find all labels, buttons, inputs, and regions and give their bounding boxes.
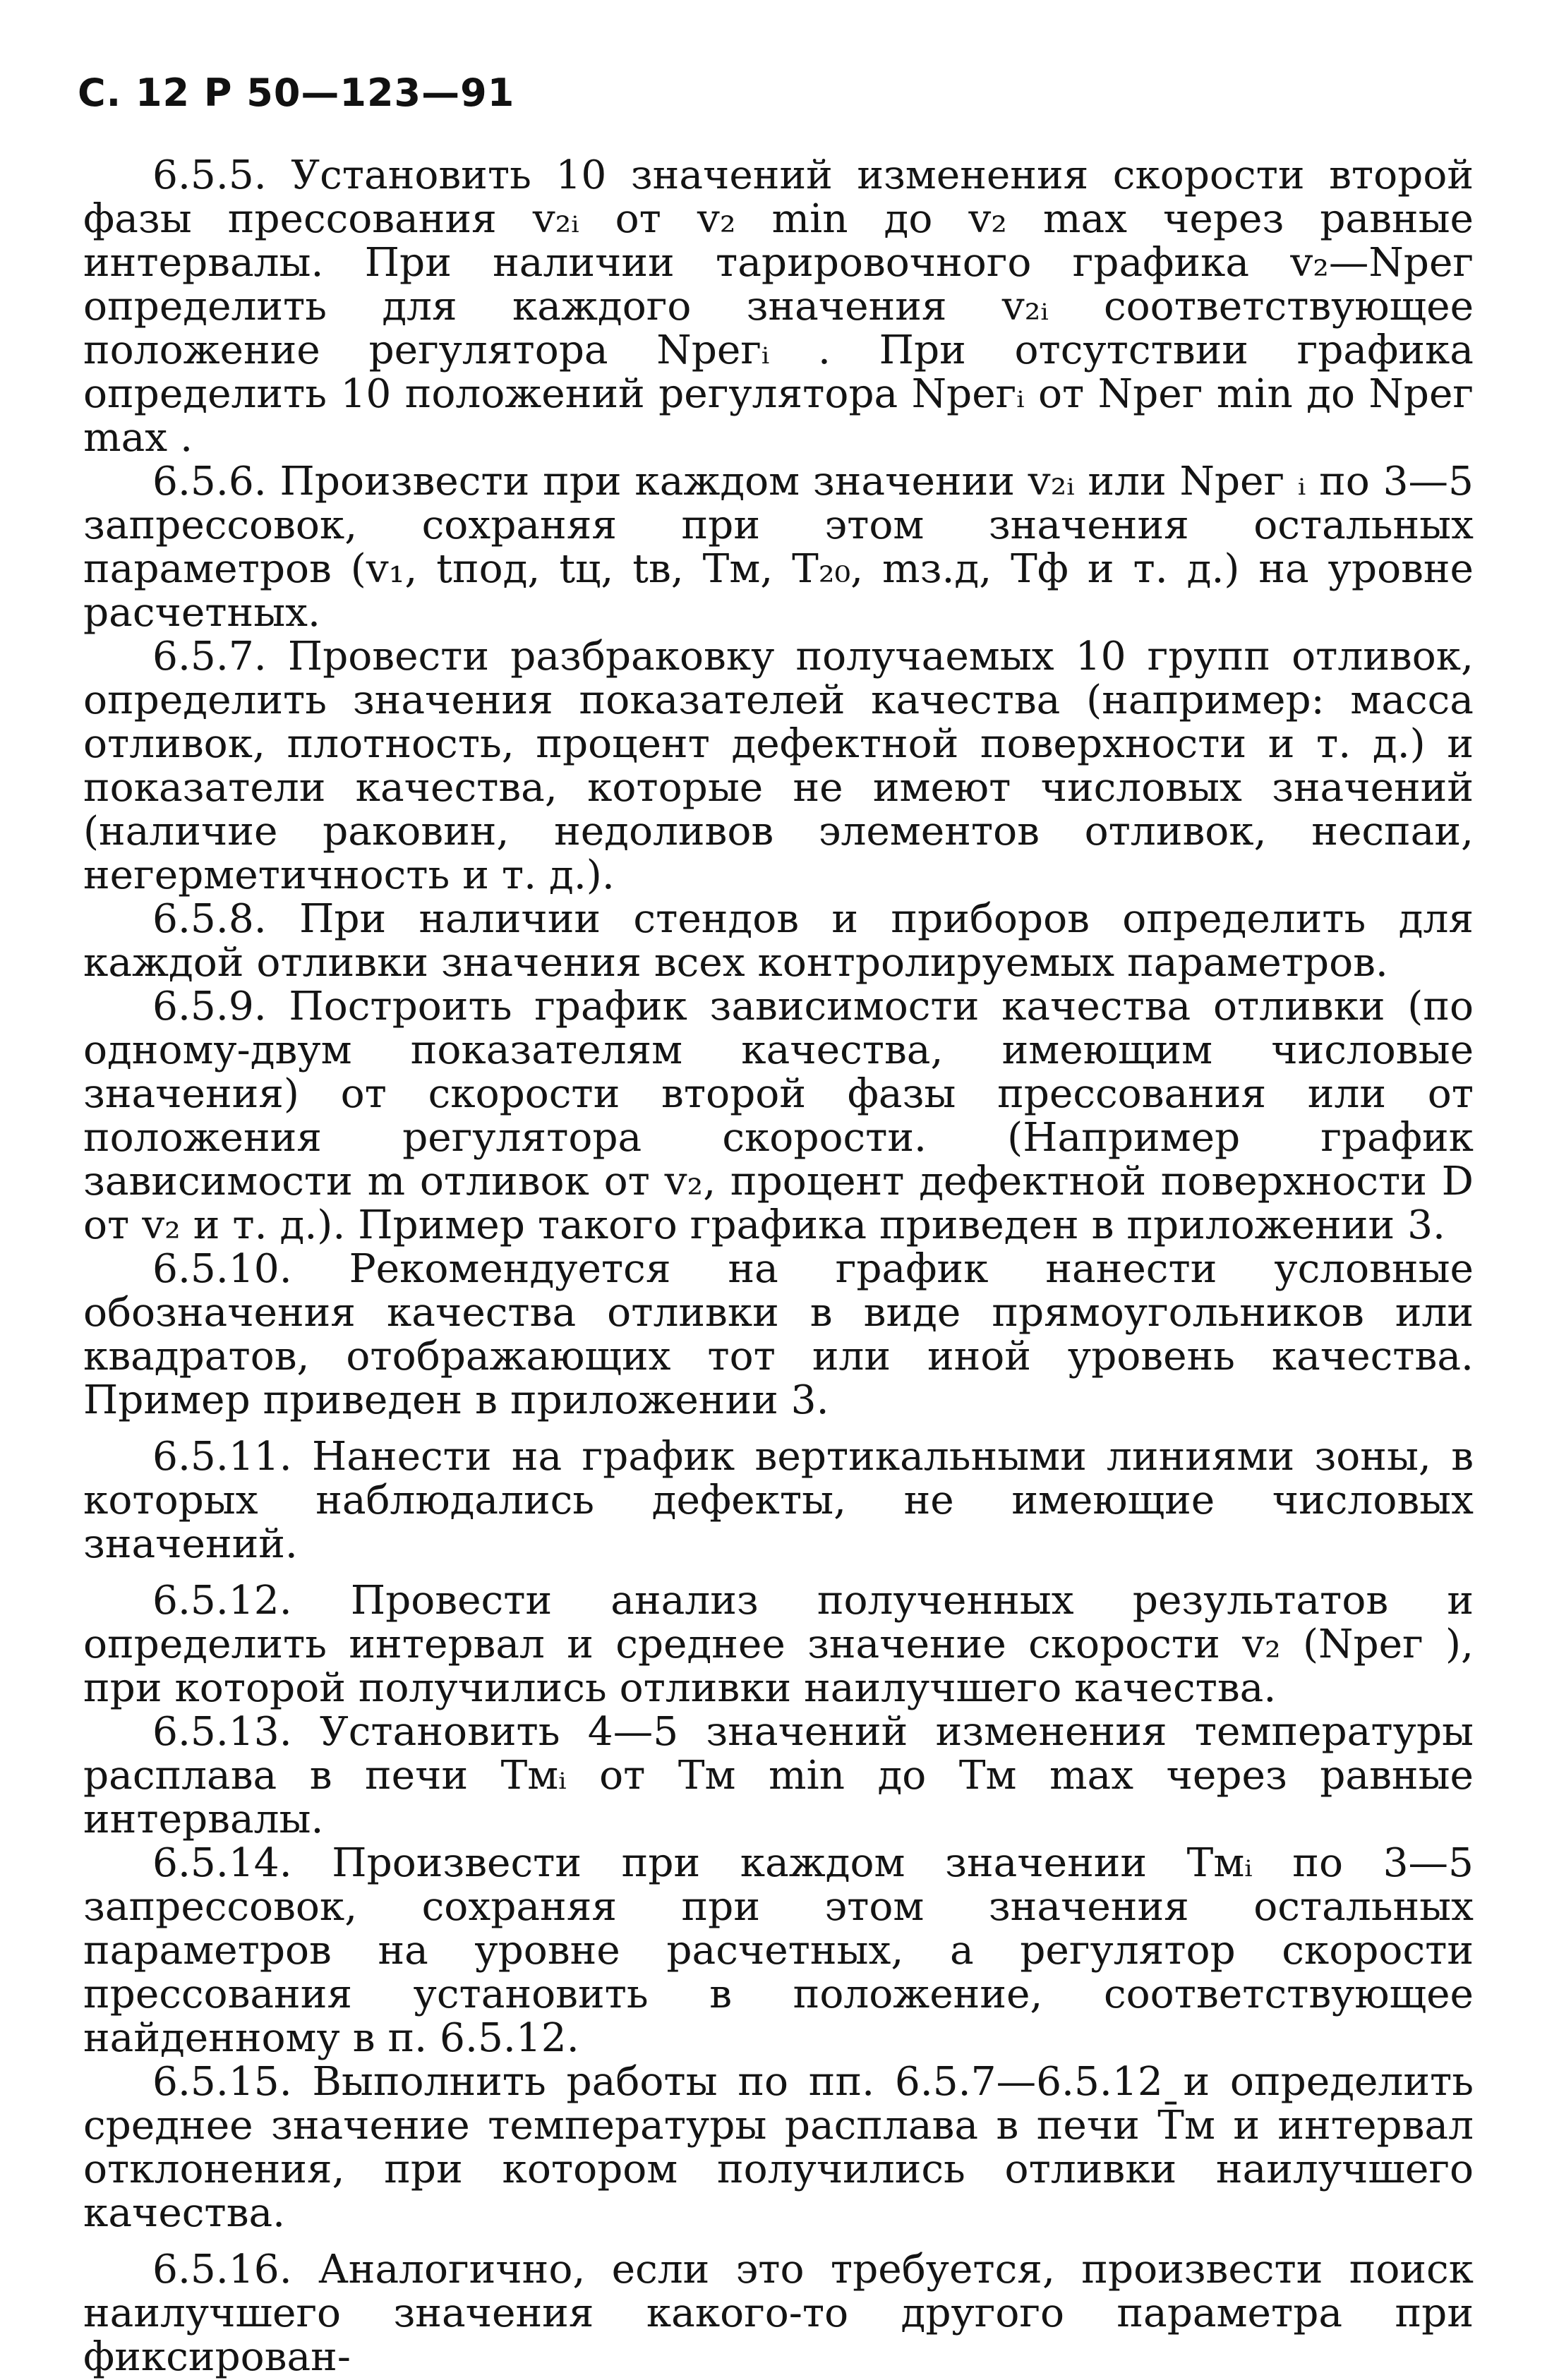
paragraph-6-5-15: 6.5.15. Выполнить работы по пп. 6.5.7—6.5.12 и определить среднее значение температуры расплава в печи T̄м и интервал отклонения, при котором получились отливки наилучшего качества. — [83, 2059, 1474, 2236]
paragraph-6-5-13: 6.5.13. Установить 4—5 значений изменения температуры расплава в печи Tмᵢ от Tм min до Tм max через равные интервалы. — [83, 1709, 1474, 1842]
paragraph-6-5-10: 6.5.10. Рекомендуется на график нанести условные обозначения качества отливки в виде прямоугольников или квадратов, отображающих тот или иной уровень качества. Пример приведен в приложении 3. — [83, 1246, 1474, 1423]
document-body — [83, 154, 1474, 2379]
paragraph-6-5-9: 6.5.9. Построить график зависимости качества отливки (по одному-двум показателям качества, имеющим числовые значения) от скорости второй фазы прессования или от положения регулятора скорости. (Например график зависимости m отливок от v₂, процент дефектной поверхности D от v₂ и т. д.). Пример такого графика приведен в приложении 3. — [83, 984, 1474, 1248]
paragraph-6-5-12: 6.5.12. Провести анализ полученных результатов и определить интервал и среднее значение скорости v₂ (Nрег ), при которой получились отливки наилучшего качества. — [83, 1578, 1474, 1711]
page-header: С. 12 Р 50—123—91 — [78, 71, 515, 115]
paragraph-6-5-8: 6.5.8. При наличии стендов и приборов определить для каждой отливки значения всех контролируемых параметров. — [83, 896, 1474, 986]
paragraph-6-5-11: 6.5.11. Нанести на график вертикальными линиями зоны, в которых наблюдались дефекты, не имеющие числовых значений. — [83, 1434, 1474, 1567]
paragraph-6-5-7: 6.5.7. Провести разбраковку получаемых 10 групп отливок, определить значения показателей качества (например: масса отливок, плотность, процент дефектной поверхности и т. д.) и показатели качества, которые не имеют числовых значений (наличие раковин, недоливов элементов отливок, неспаи, негерметичность и т. д.). — [83, 634, 1474, 898]
paragraph-6-5-5: 6.5.5. Установить 10 значений изменения скорости второй фазы прессования v₂ᵢ от v₂ min до v₂ max через равные интервалы. При наличии тарировочного графика v₂—Nрег определить для каждого значения v₂ᵢ соответствующее положение регулятора Nрегᵢ . При отсутствии графика определить 10 положений регулятора Nрегᵢ от Nрег min до Nрег max . — [83, 152, 1474, 461]
paragraph-6-5-16: 6.5.16. Аналогично, если это требуется, произвести поиск наилучшего значения какого-то другого параметра при фиксирован- — [83, 2247, 1474, 2380]
paragraph-6-5-6: 6.5.6. Произвести при каждом значении v₂ᵢ или Nрег ᵢ по 3—5 запрессовок, сохраняя при этом значения остальных параметров (v₁, tпод, tц, tв, Tм, T₂₀, mз.д, Tф и т. д.) на уровне расчетных. — [83, 459, 1474, 636]
paragraph-6-5-14: 6.5.14. Произвести при каждом значении Tмᵢ по 3—5 запрессовок, сохраняя при этом значения остальных параметров на уровне расчетных, а регулятор скорости прессования установить в положение, соответствующее найденному в п. 6.5.12. — [83, 1840, 1474, 2061]
